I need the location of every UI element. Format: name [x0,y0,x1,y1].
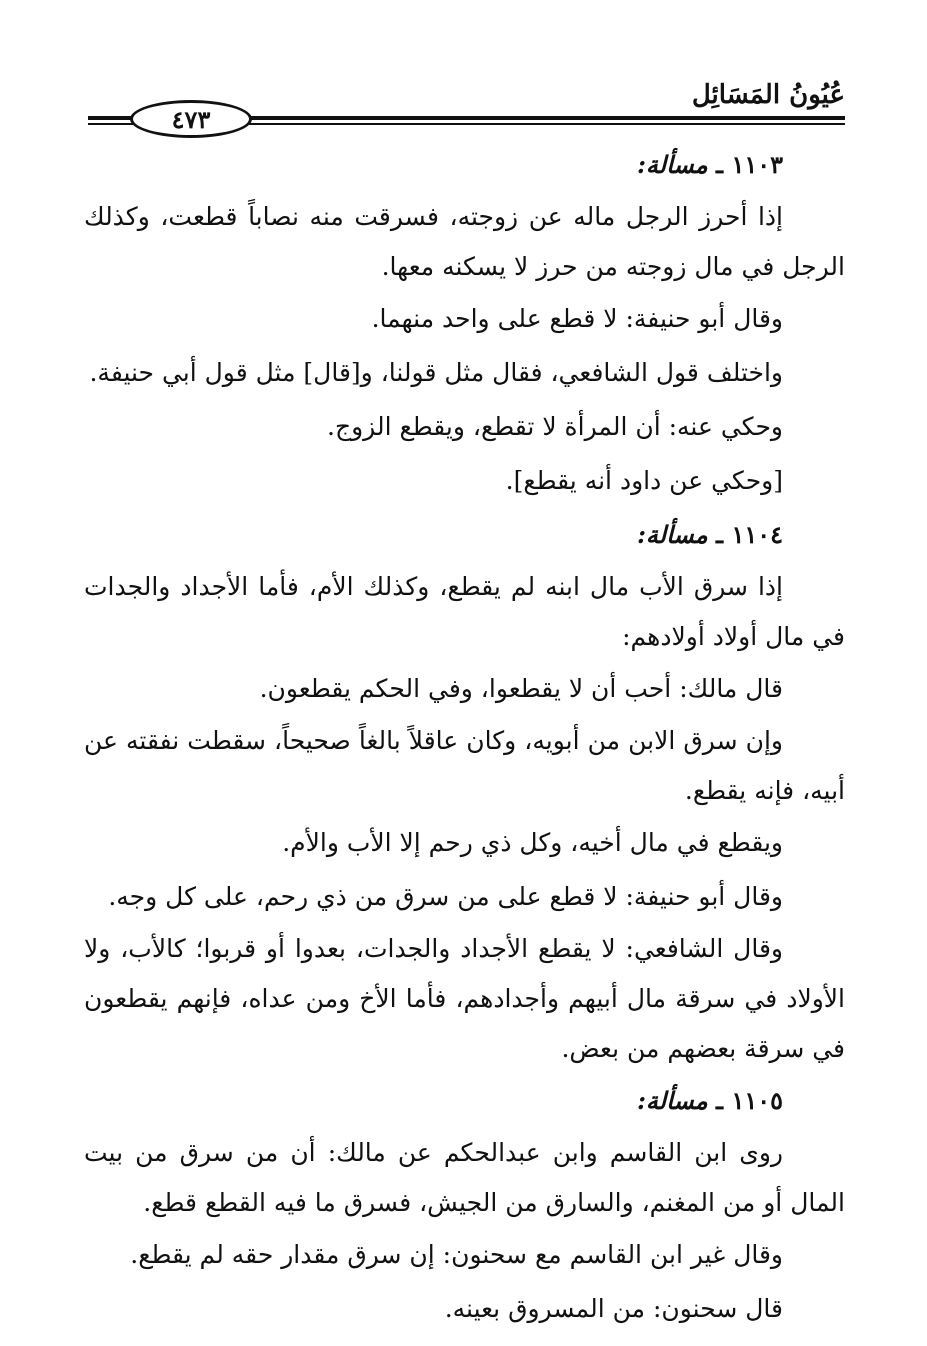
page-number: ٤٧٣ [171,104,211,134]
paragraph: وقال غير ابن القاسم مع سحنون: إن سرق مقدار حقه لم يقطع. [130,1240,783,1269]
paragraph: وقال أبو حنيفة: لا قطع على واحد منهما. [371,304,783,333]
paragraph: وقال الشافعي: لا يقطع الأجداد والجدات، بعدوا أو قربوا؛ كالأب، ولا الأولاد في سرقة مال أبيهم وأجدادهم، فأما الأخ ومن عداه، فإنهم يقطعون في سرقة بعضهم من بعض. [84,934,845,1063]
paragraph: وحكي عنه: أن المرأة لا تقطع، ويقطع الزوج. [327,412,783,441]
paragraph: إذا سرق الأب مال ابنه لم يقطع، وكذلك الأم، فأما الأجداد والجدات في مال أولاد أولادهم: [84,572,845,651]
heading-dash: ـ [707,150,724,179]
issue-heading [84,138,783,192]
issue-heading [84,1074,783,1128]
heading-dash: ـ [707,1086,724,1115]
paragraph: وقال أبو حنيفة: لا قطع على من سرق من ذي رحم، على كل وجه. [108,882,783,911]
issue-number: ١١٠٤ [731,520,783,549]
page-number-oval [130,100,252,138]
paragraph: قال مالك: أحب أن لا يقطعوا، وفي الحكم يقطعون. [259,674,783,703]
paragraph: واختلف قول الشافعي، فقال مثل قولنا، و[قال] مثل قول أبي حنيفة. [89,358,783,387]
heading-dash: ـ [707,520,724,549]
paragraph: قال سحنون: من المسروق بعينه. [444,1294,783,1323]
paragraph: إذا أحرز الرجل ماله عن زوجته، فسرقت منه نصاباً قطعت، وكذلك الرجل في مال زوجته من حرز لا يسكنه معها. [84,202,845,281]
paragraph: ويقطع في مال أخيه، وكل ذي رحم إلا الأب والأم. [282,828,783,857]
issue-heading [84,508,783,562]
running-title: عُيُونُ المَسَائِل [691,80,845,110]
paragraph: وإن سرق الابن من أبويه، وكان عاقلاً بالغاً صحيحاً، سقطت نفقته عن أبيه، فإنه يقطع. [84,726,845,805]
issue-number: ١١٠٣ [731,150,783,179]
paragraph: روى ابن القاسم وابن عبدالحكم عن مالك: أن من سرق من بيت المال أو من المغنم، والسارق من الجيش، فسرق ما فيه القطع قطع. [84,1138,845,1217]
issue-number: ١١٠٥ [731,1086,783,1115]
page-header [88,78,845,132]
issue-word: مسألة: [637,1086,708,1115]
paragraph: [وحكي عن داود أنه يقطع]. [505,466,783,495]
body-text [84,138,845,1336]
issue-word: مسألة: [637,150,708,179]
issue-word: مسألة: [637,520,708,549]
